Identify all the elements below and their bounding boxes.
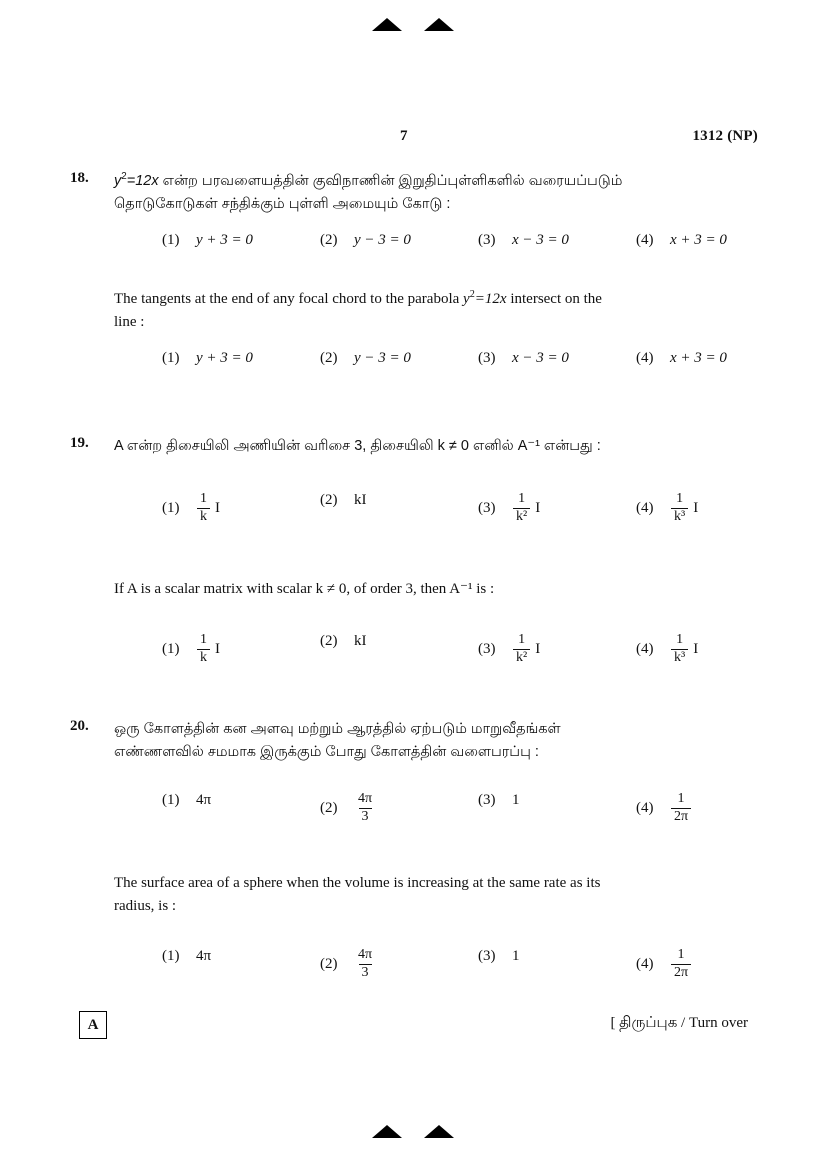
page-footer	[70, 1010, 758, 1044]
option-suffix: I	[693, 499, 699, 516]
turn-over-note: [ திருப்புக / Turn over	[610, 1015, 748, 1031]
fraction-numerator: 1	[677, 791, 685, 807]
option-label: (1)	[162, 349, 180, 366]
option-4[interactable]	[636, 633, 698, 665]
option-value: y − 3 = 0	[354, 232, 411, 249]
bottom-registration-marks	[0, 1125, 826, 1138]
option-label: (4)	[636, 800, 654, 817]
equation-variable: y	[463, 291, 470, 308]
options-english-20	[114, 948, 760, 998]
question-stem-english	[114, 288, 760, 334]
paper-code: 1312 (NP)	[692, 128, 758, 144]
option-value: y − 3 = 0	[354, 349, 411, 366]
option-suffix: I	[215, 640, 220, 657]
option-value	[670, 948, 692, 980]
caret-mark-icon	[424, 1125, 454, 1138]
fraction-denominator: 2π	[671, 964, 691, 981]
fraction	[671, 948, 691, 980]
fraction-numerator: 1	[676, 491, 684, 507]
options-tamil-20	[114, 792, 760, 842]
option-1[interactable]	[162, 232, 253, 249]
option-2[interactable]	[320, 792, 376, 824]
fraction-denominator: k	[197, 649, 210, 666]
caret-mark-icon	[372, 18, 402, 31]
equation-remainder: =12x	[474, 291, 507, 308]
fraction	[513, 633, 530, 665]
question-stem-english	[114, 578, 760, 601]
option-4[interactable]	[636, 350, 727, 367]
fraction-numerator: 1	[518, 631, 526, 647]
option-label: (4)	[636, 640, 654, 657]
question-stem-tamil	[114, 718, 760, 764]
fraction-denominator: 2π	[671, 808, 691, 825]
question-stem-english-line2: line :	[114, 314, 145, 331]
option-suffix: I	[215, 499, 220, 516]
question-18	[70, 170, 760, 384]
fraction	[355, 948, 375, 980]
option-3[interactable]	[478, 633, 540, 665]
options-english-18	[114, 350, 760, 384]
fraction-numerator: 4π	[358, 791, 373, 807]
fraction	[197, 633, 210, 665]
option-value	[354, 792, 376, 824]
fraction	[513, 492, 530, 524]
option-label: (1)	[162, 499, 180, 516]
option-3[interactable]	[478, 948, 520, 965]
question-stem-tamil-line1: என்ற பரவளையத்தின் குவிநாணின் இறுதிப்புள்ளிகளில் வரையப்படும்	[162, 173, 623, 189]
question-stem-tamil	[114, 170, 760, 216]
option-value: y + 3 = 0	[196, 232, 253, 249]
question-number: 19.	[70, 435, 89, 451]
caret-mark-icon	[372, 1125, 402, 1138]
fraction	[671, 633, 688, 665]
question-number: 18.	[70, 170, 89, 186]
fraction-numerator: 4π	[358, 946, 373, 962]
page-header	[70, 128, 758, 148]
question-stem-english-line1: The tangents at the end of any focal chord to the parabola	[114, 291, 460, 308]
option-value: x + 3 = 0	[670, 232, 727, 249]
option-1[interactable]	[162, 492, 220, 524]
option-1[interactable]	[162, 633, 220, 665]
question-stem-tamil	[114, 435, 760, 458]
option-label: (2)	[320, 349, 338, 366]
option-label: (2)	[320, 492, 338, 509]
option-3[interactable]	[478, 792, 520, 809]
options-english-19	[114, 633, 760, 683]
option-label: (2)	[320, 232, 338, 249]
caret-mark-icon	[424, 18, 454, 31]
fraction	[671, 792, 691, 824]
option-4[interactable]	[636, 492, 698, 524]
option-value: 1	[512, 947, 520, 964]
option-value	[512, 633, 540, 665]
option-value: kI	[354, 492, 367, 509]
fraction-numerator: 1	[518, 491, 526, 507]
fraction-denominator: k²	[513, 508, 530, 525]
option-2[interactable]	[320, 492, 367, 509]
question-19	[70, 435, 760, 683]
question-stem-english-mid: intersect on the	[510, 291, 602, 308]
option-label: (4)	[636, 499, 654, 516]
equation-exponent: 2	[469, 289, 475, 301]
option-4[interactable]	[636, 792, 692, 824]
fraction-numerator: 1	[677, 946, 685, 962]
option-suffix: I	[693, 640, 699, 657]
option-value	[670, 492, 698, 524]
option-value: x − 3 = 0	[512, 349, 569, 366]
option-label: (3)	[478, 349, 496, 366]
option-value	[196, 492, 220, 524]
option-suffix: I	[535, 499, 541, 516]
option-value: kI	[354, 632, 367, 649]
options-tamil-18	[114, 232, 760, 266]
fraction-numerator: 1	[200, 631, 207, 647]
option-label: (2)	[320, 632, 338, 649]
option-value: x − 3 = 0	[512, 232, 569, 249]
equation-variable: y	[114, 173, 122, 189]
fraction-denominator: k³	[671, 649, 688, 666]
option-label: (3)	[478, 499, 496, 516]
option-2[interactable]	[320, 633, 367, 650]
option-4[interactable]	[636, 232, 727, 249]
fraction-denominator: k³	[671, 508, 688, 525]
option-value: 1	[512, 792, 520, 809]
option-value	[670, 792, 692, 824]
fraction	[355, 792, 375, 824]
fraction-denominator: k	[197, 508, 210, 525]
option-value	[512, 492, 540, 524]
option-value: y + 3 = 0	[196, 349, 253, 366]
equation-remainder: =12x	[126, 173, 159, 189]
equation-exponent: 2	[121, 171, 127, 183]
booklet-variant-badge: A	[79, 1011, 107, 1039]
option-label: (3)	[478, 947, 496, 964]
option-label: (1)	[162, 640, 180, 657]
option-label: (3)	[478, 792, 496, 809]
option-label: (1)	[162, 947, 180, 964]
option-4[interactable]	[636, 948, 692, 980]
question-stem-tamil-line1: ஒரு கோளத்தின் கன அளவு மற்றும் ஆரத்தில் ஏற்படும் மாறுவீதங்கள்	[114, 721, 561, 737]
option-value	[354, 948, 376, 980]
option-value	[196, 633, 220, 665]
fraction-numerator: 1	[676, 631, 684, 647]
page-number: 7	[400, 128, 408, 144]
question-stem-english	[114, 872, 760, 918]
option-value: 4π	[196, 792, 212, 809]
option-2[interactable]	[320, 232, 411, 249]
fraction	[197, 492, 210, 524]
question-stem-tamil-line2: எண்ணளவில் சமமாக இருக்கும் போது கோளத்தின் வளைபரப்பு :	[114, 744, 539, 761]
option-2[interactable]	[320, 350, 411, 367]
option-label: (4)	[636, 349, 654, 366]
question-number: 20.	[70, 718, 89, 734]
option-2[interactable]	[320, 948, 376, 980]
option-value	[670, 633, 698, 665]
question-stem-english-line1: The surface area of a sphere when the volume is increasing at the same rate as its	[114, 875, 601, 892]
option-label: (2)	[320, 800, 338, 817]
option-label: (4)	[636, 232, 654, 249]
option-suffix: I	[535, 640, 541, 657]
option-label: (3)	[478, 640, 496, 657]
option-label: (2)	[320, 955, 338, 972]
top-registration-marks	[0, 18, 826, 31]
fraction-numerator: 1	[200, 491, 207, 507]
option-label: (1)	[162, 792, 180, 809]
option-label: (1)	[162, 232, 180, 249]
fraction-denominator: 3	[359, 964, 372, 981]
fraction-denominator: 3	[359, 808, 372, 825]
question-stem-tamil-line1: A என்ற திசையிலி அணியின் வரிசை 3, திசையிலி k ≠ 0 எனில் A⁻¹ என்பது :	[114, 438, 601, 454]
option-value: x + 3 = 0	[670, 349, 727, 366]
option-1[interactable]	[162, 350, 253, 367]
option-3[interactable]	[478, 350, 569, 367]
question-stem-english-line1: If A is a scalar matrix with scalar k ≠ 0, of order 3, then A⁻¹ is :	[114, 581, 495, 598]
options-tamil-19	[114, 492, 760, 542]
option-1[interactable]	[162, 948, 211, 965]
option-1[interactable]	[162, 792, 211, 809]
option-value: 4π	[196, 947, 212, 964]
fraction	[671, 492, 688, 524]
option-3[interactable]	[478, 492, 540, 524]
question-stem-english-line2: radius, is :	[114, 898, 177, 915]
option-label: (3)	[478, 232, 496, 249]
question-stem-tamil-line2: தொடுகோடுகள் சந்திக்கும் புள்ளி அமையும் கோடு :	[114, 196, 451, 213]
question-20	[70, 718, 760, 998]
fraction-denominator: k²	[513, 649, 530, 666]
option-3[interactable]	[478, 232, 569, 249]
option-label: (4)	[636, 955, 654, 972]
